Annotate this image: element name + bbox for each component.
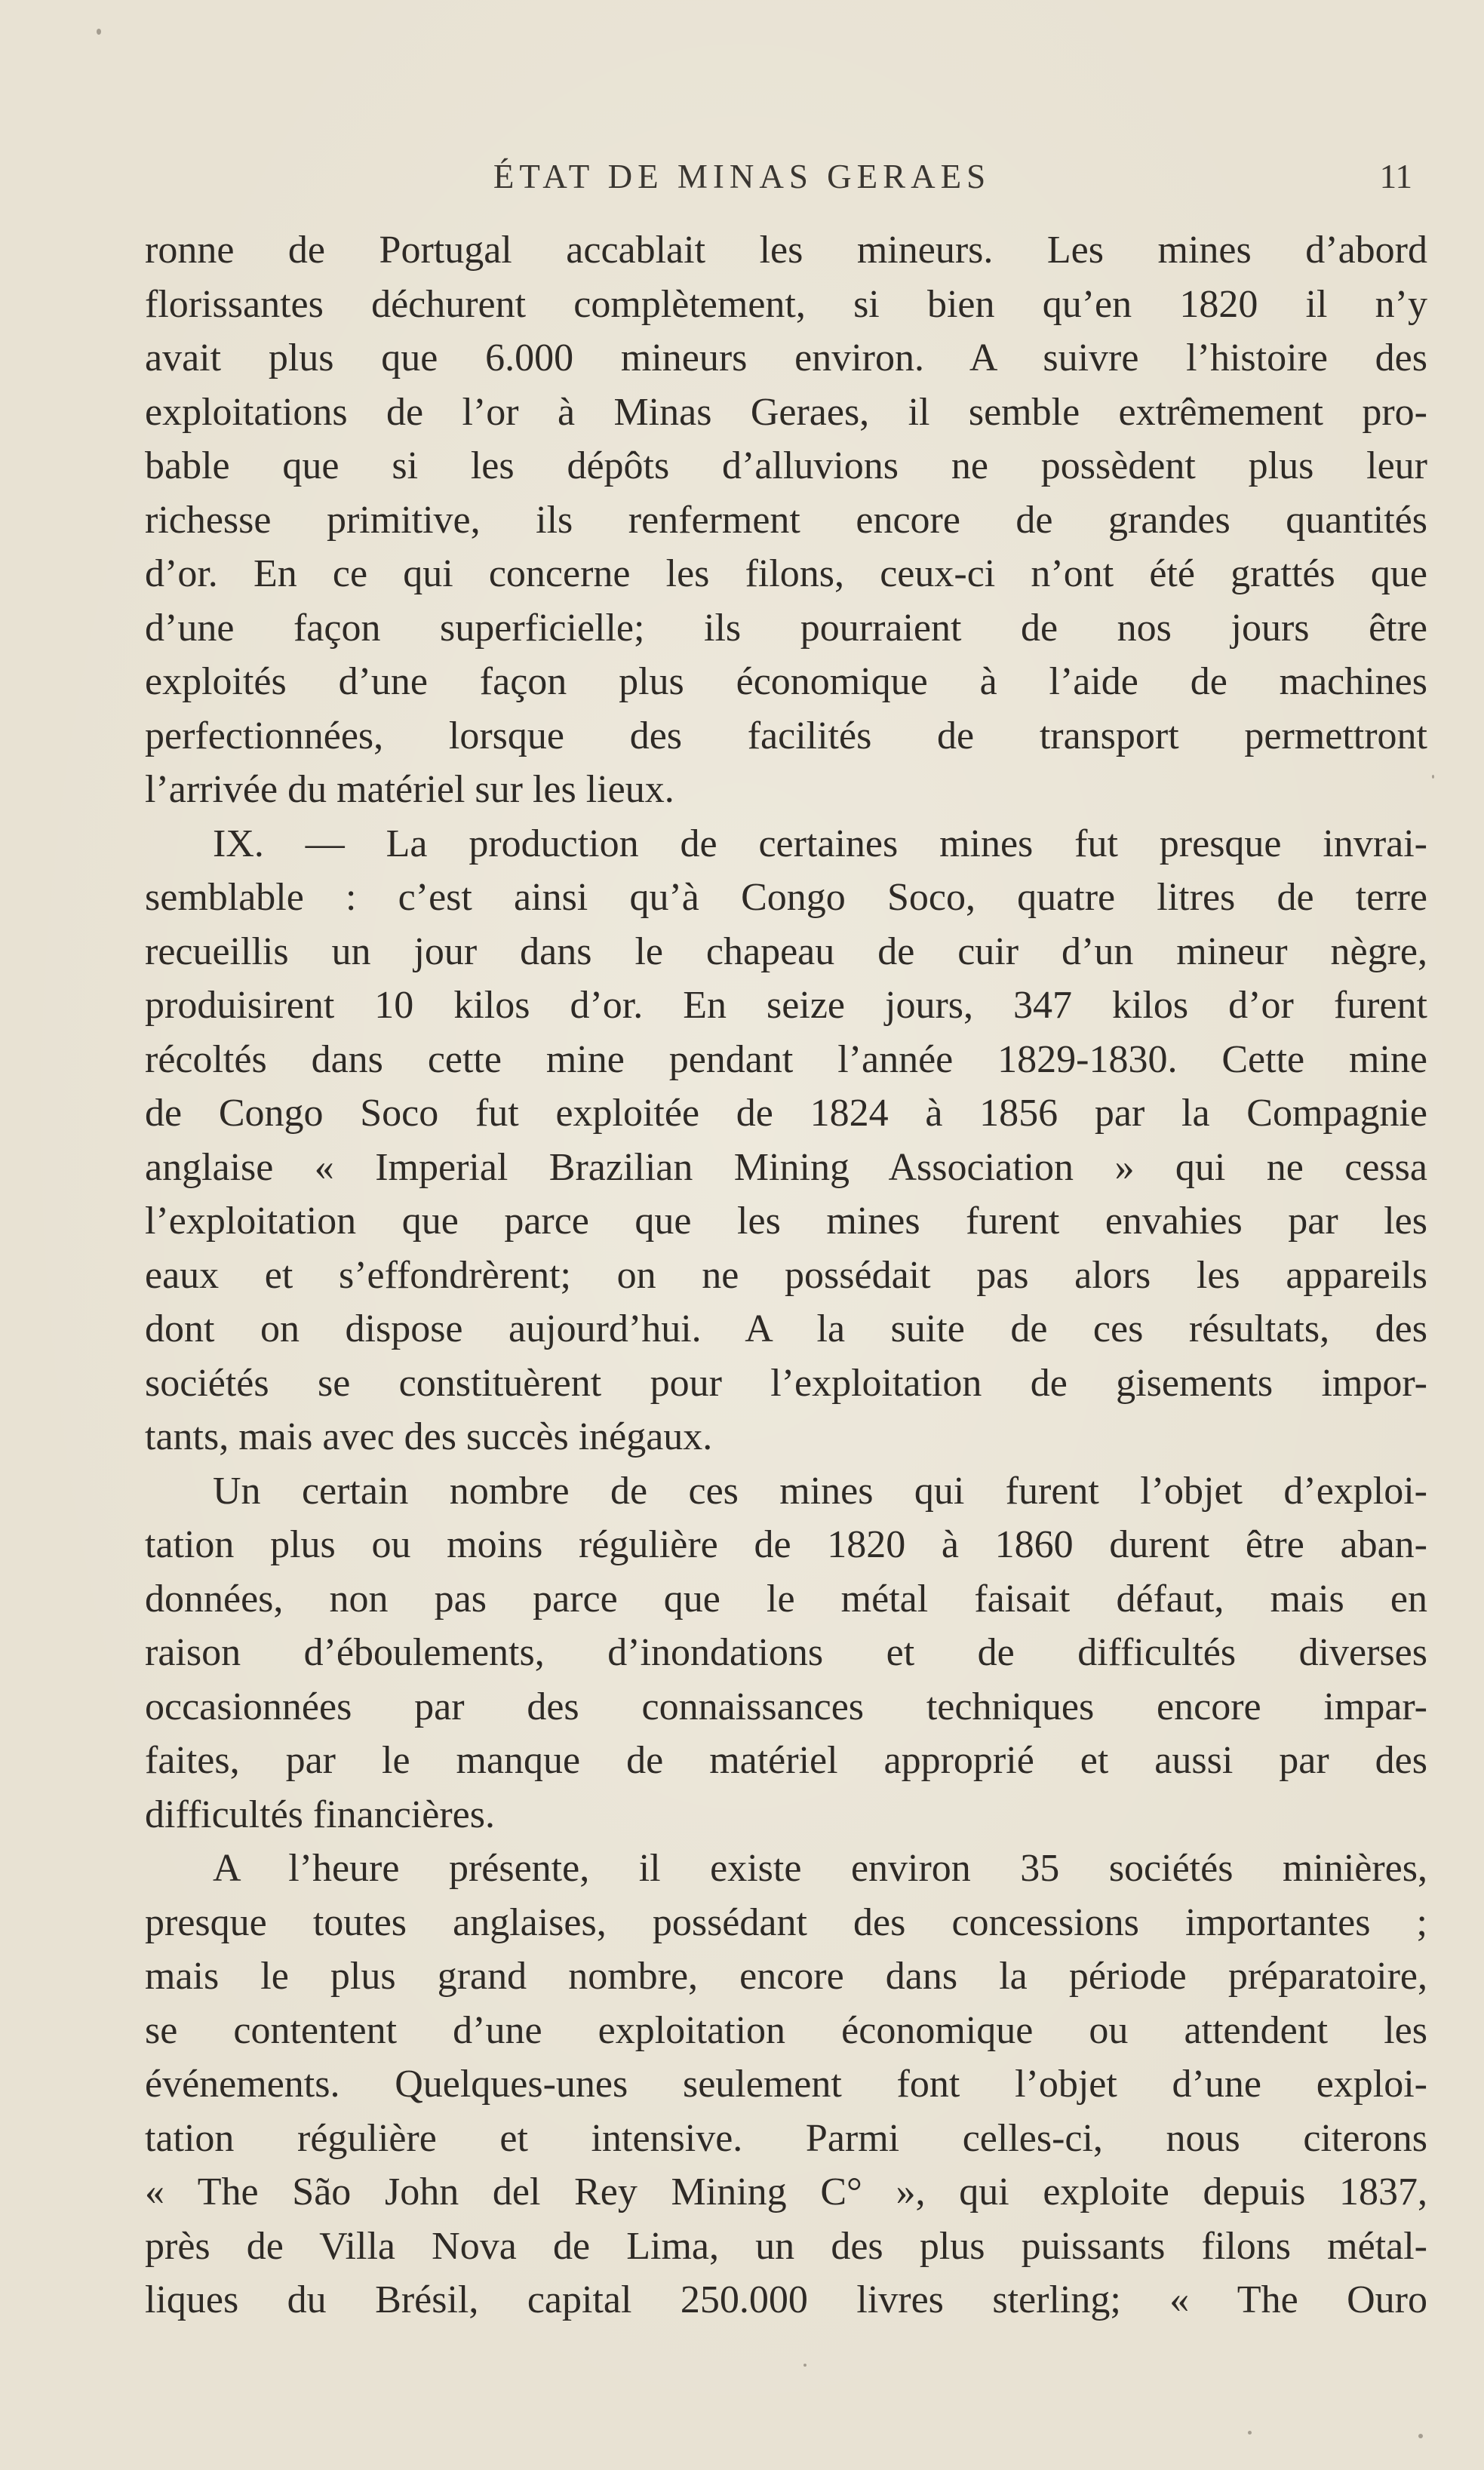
text-line: bable que si les dépôts d’alluvions ne possèdent plus leur bbox=[145, 444, 1427, 487]
text-line: presque toutes anglaises, possédant des concessions importantes ; bbox=[145, 1900, 1427, 1944]
text-line: mais le plus grand nombre, encore dans la période préparatoire, bbox=[145, 1955, 1427, 1998]
text-line: avait plus que 6.000 mineurs environ. A suivre l’histoire des bbox=[145, 336, 1427, 379]
text-line: exploités d’une façon plus économique à l’aide de machines bbox=[145, 660, 1427, 703]
text-line: près de Villa Nova de Lima, un des plus puissants filons métal- bbox=[145, 2224, 1427, 2268]
text-line: exploitations de l’or à Minas Geraes, il semble extrêmement pro- bbox=[145, 390, 1427, 434]
body-text bbox=[145, 223, 1427, 2327]
text-line: ronne de Portugal accablait les mineurs. Les mines d’abord bbox=[145, 229, 1427, 272]
text-line: récoltés dans cette mine pendant l’année 1829-1830. Cette mine bbox=[145, 1037, 1427, 1081]
text-line: liques du Brésil, capital 250.000 livres sterling; « The Ouro bbox=[145, 2278, 1427, 2321]
text-line: de Congo Soco fut exploitée de 1824 à 1856 par la Compagnie bbox=[145, 1092, 1427, 1135]
running-title: ÉTAT DE MINAS GERAES bbox=[493, 158, 991, 195]
paper-speck bbox=[1432, 775, 1434, 779]
text-line: tation régulière et intensive. Parmi celles-ci, nous citerons bbox=[145, 2116, 1427, 2160]
page-number: 11 bbox=[1379, 158, 1412, 195]
text-line: sociétés se constituèrent pour l’exploitation de gisements impor- bbox=[145, 1361, 1427, 1405]
paper-speck bbox=[803, 2364, 807, 2367]
text-line: dont on dispose aujourd’hui. A la suite de ces résultats, des bbox=[145, 1307, 1427, 1350]
text-line: produisirent 10 kilos d’or. En seize jours, 347 kilos d’or furent bbox=[145, 984, 1427, 1027]
text-line: événements. Quelques-unes seulement font l’objet d’une exploi- bbox=[145, 2063, 1427, 2106]
text-line: occasionnées par des connaissances techniques encore impar- bbox=[145, 1685, 1427, 1728]
text-line: Un certain nombre de ces mines qui furent l’objet d’exploi- bbox=[213, 1469, 1427, 1513]
text-line: IX. — La production de certaines mines fut presque invrai- bbox=[213, 822, 1427, 865]
text-line: eaux et s’effondrèrent; on ne possédait pas alors les appareils bbox=[145, 1253, 1427, 1297]
text-line: raison d’éboulements, d’inondations et de difficultés diverses bbox=[145, 1631, 1427, 1674]
text-line: données, non pas parce que le métal faisait défaut, mais en bbox=[145, 1577, 1427, 1621]
text-line: A l’heure présente, il existe environ 35 sociétés minières, bbox=[213, 1847, 1427, 1890]
text-line: l’exploitation que parce que les mines furent envahies par les bbox=[145, 1200, 1427, 1243]
text-line: difficultés financières. bbox=[145, 1793, 495, 1836]
text-line: d’or. En ce qui concerne les filons, ceux-ci n’ont été grattés que bbox=[145, 552, 1427, 595]
running-head bbox=[0, 157, 1484, 210]
text-line: perfectionnées, lorsque des facilités de transport permettront bbox=[145, 714, 1427, 757]
text-line: tation plus ou moins régulière de 1820 à 1860 durent être aban- bbox=[145, 1523, 1427, 1566]
text-line: semblable : c’est ainsi qu’à Congo Soco, quatre litres de terre bbox=[145, 876, 1427, 919]
text-line: recueillis un jour dans le chapeau de cuir d’un mineur nègre, bbox=[145, 929, 1427, 973]
paper-speck bbox=[1418, 2434, 1423, 2438]
text-line: l’arrivée du matériel sur les lieux. bbox=[145, 768, 674, 811]
paper-speck bbox=[1248, 2431, 1252, 2435]
text-line: se contentent d’une exploitation économique ou attendent les bbox=[145, 2008, 1427, 2052]
paper-speck bbox=[97, 29, 101, 35]
text-line: tants, mais avec des succès inégaux. bbox=[145, 1415, 713, 1458]
text-line: « The São John del Rey Mining C° », qui exploite depuis 1837, bbox=[145, 2170, 1427, 2213]
text-line: florissantes déchurent complètement, si bien qu’en 1820 il n’y bbox=[145, 282, 1427, 326]
text-line: d’une façon superficielle; ils pourraient de nos jours être bbox=[145, 606, 1427, 650]
text-line: richesse primitive, ils renferment encore de grandes quantités bbox=[145, 498, 1427, 542]
text-line: faites, par le manque de matériel approprié et aussi par des bbox=[145, 1739, 1427, 1782]
text-line: anglaise « Imperial Brazilian Mining Association » qui ne cessa bbox=[145, 1145, 1427, 1189]
